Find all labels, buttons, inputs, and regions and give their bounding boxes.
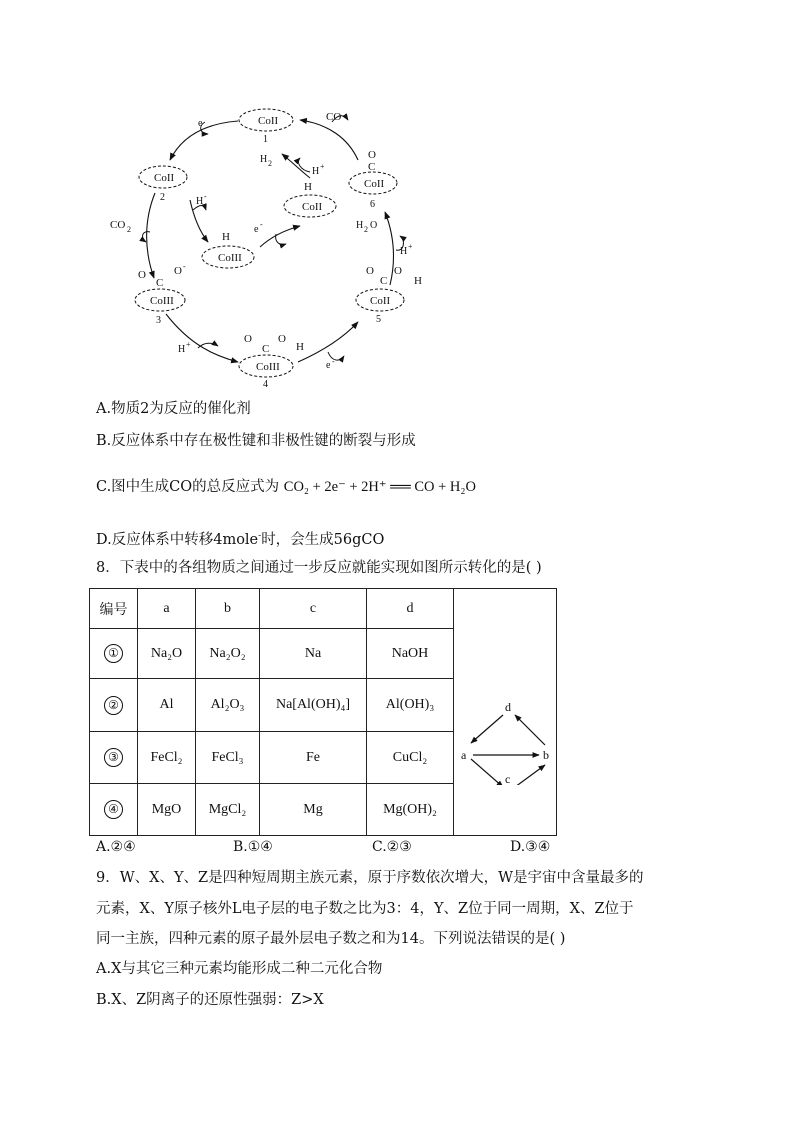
svg-text:e: e	[326, 360, 331, 371]
species-1	[239, 109, 293, 145]
row-d: CuCl₂	[367, 732, 454, 784]
svg-text:H: H	[222, 231, 230, 243]
svg-text:3: 3	[156, 315, 161, 326]
species-2	[139, 166, 187, 203]
species-3	[135, 262, 186, 326]
svg-text:+: +	[320, 162, 325, 171]
svg-text:O: O	[174, 265, 182, 277]
species-4	[239, 333, 304, 390]
svg-text:-: -	[260, 220, 263, 229]
svg-text:+: +	[408, 242, 413, 251]
species-6	[349, 149, 397, 210]
q7-option-b: B.反应体系中存在极性键和非极性键的断裂与形成	[96, 433, 416, 449]
row-id: ④	[90, 784, 138, 836]
svg-text:+: +	[186, 340, 191, 349]
row-c: Mg	[260, 784, 367, 836]
svg-text:H: H	[400, 246, 408, 257]
q7-option-d-suffix: 时，会生成56gCO	[261, 531, 385, 548]
svg-text:O: O	[368, 149, 376, 161]
q8-option-a: A.②④	[96, 839, 136, 855]
row-a: FeCl₂	[138, 732, 196, 784]
svg-text:C: C	[262, 343, 270, 355]
q7-option-a: A.物质2为反应的催化剂	[96, 401, 251, 417]
svg-text:2: 2	[160, 192, 165, 203]
arrow-2-to-3	[147, 193, 155, 278]
svg-text:O: O	[366, 265, 374, 277]
svg-text:2: 2	[127, 225, 131, 234]
svg-text:H: H	[196, 196, 204, 207]
svg-text:CoIII: CoIII	[256, 361, 280, 373]
row-b: Na₂O₂	[196, 629, 260, 679]
q8-table	[89, 588, 557, 836]
row-b: Al₂O₃	[196, 679, 260, 732]
svg-text:5: 5	[376, 314, 381, 325]
svg-text:CoII: CoII	[364, 178, 385, 190]
q9-stem-line-2: 元素，X、Y原子核外L电子层的电子数之比为3：4，Y、Z位于同一周期，X、Z位于	[96, 901, 634, 917]
svg-text:C: C	[156, 277, 164, 289]
scheme-b: b	[543, 747, 549, 762]
svg-text:O: O	[244, 333, 252, 345]
svg-text:2: 2	[268, 159, 272, 168]
arrow-6-to-1	[300, 120, 358, 160]
arrow-inner-to-1	[282, 154, 310, 178]
svg-text:H: H	[304, 181, 312, 193]
svg-text:O: O	[394, 265, 402, 277]
header-a: a	[138, 589, 196, 629]
q7-option-c-prefix: C.图中生成CO的总反应式为	[96, 479, 280, 495]
svg-text:1: 1	[263, 134, 268, 145]
header-c: c	[260, 589, 367, 629]
svg-text:CO: CO	[110, 219, 126, 231]
header-id: 编号	[90, 589, 138, 629]
transformation-scheme	[455, 635, 555, 785]
q9-stem-line-3: 同一主族，四种元素的原子最外层电子数之和为14。下列说法错误的是( )	[96, 931, 566, 947]
q7-option-d-prefix: D.反应体系中转移4mole	[96, 531, 259, 548]
svg-text:CoIII: CoIII	[150, 295, 174, 307]
svg-text:H: H	[178, 344, 186, 355]
species-5	[356, 265, 422, 325]
svg-text:CoII: CoII	[370, 295, 391, 307]
svg-text:e: e	[254, 224, 259, 235]
row-c: Na	[260, 629, 367, 679]
svg-text:6: 6	[370, 199, 375, 210]
q9-option-a: A.X与其它三种元素均能形成二种二元化合物	[96, 961, 383, 977]
svg-text:O: O	[370, 220, 378, 231]
row-d: NaOH	[367, 629, 454, 679]
row-d: Al(OH)₃	[367, 679, 454, 732]
q8-stem: 8．下表中的各组物质之间通过一步反应就能实现如图所示转化的是( )	[96, 560, 542, 576]
q8-option-d: D.③④	[510, 839, 551, 855]
svg-text:C: C	[380, 275, 388, 287]
svg-text:CoII: CoII	[258, 115, 279, 127]
q8-option-c: C.②③	[372, 839, 412, 855]
svg-text:CoII: CoII	[302, 201, 323, 213]
table-header-row	[90, 589, 557, 629]
svg-text:-: -	[183, 262, 186, 271]
scheme-d: d	[505, 699, 511, 714]
scheme-c: c	[505, 771, 511, 785]
svg-text:C: C	[368, 161, 376, 173]
transformation-scheme-cell	[454, 589, 557, 836]
row-a: Al	[138, 679, 196, 732]
row-b: FeCl₃	[196, 732, 260, 784]
row-id: ②	[90, 679, 138, 732]
q9-stem-line-1: 9．W、X、Y、Z是四种短周期主族元素，原于序数依次增大，W是宇宙中含量最多的	[96, 870, 644, 886]
q7-option-c-equation: CO₂ + 2e⁻ + 2H⁺ ══ CO + H₂O	[283, 479, 476, 495]
species-inner-coII	[284, 181, 336, 217]
catalytic-cycle-diagram	[100, 100, 440, 390]
reagent-co: CO	[326, 111, 342, 123]
row-b: MgCl₂	[196, 784, 260, 836]
svg-text:H: H	[260, 154, 268, 165]
species-inner-coIII	[202, 231, 254, 268]
svg-text:-: -	[204, 192, 207, 201]
row-id: ①	[90, 629, 138, 679]
q7-option-c	[96, 477, 476, 497]
svg-text:e: e	[198, 118, 203, 129]
svg-text:4: 4	[263, 379, 268, 390]
svg-text:H: H	[296, 341, 304, 353]
row-a: Na₂O	[138, 629, 196, 679]
row-a: MgO	[138, 784, 196, 836]
header-d: d	[367, 589, 454, 629]
arrow-3-to-4	[166, 314, 238, 362]
svg-text:H: H	[312, 166, 320, 177]
arrow-1-to-2	[170, 121, 238, 160]
row-c: Na[Al(OH)₄]	[260, 679, 367, 732]
scheme-a: a	[461, 747, 467, 762]
arrow-4-to-5	[298, 322, 358, 362]
svg-text:O: O	[138, 269, 146, 281]
row-c: Fe	[260, 732, 367, 784]
q7-option-d: D.反应体系中转移4mole-时，会生成56gCO	[96, 531, 385, 548]
svg-text:O: O	[278, 333, 286, 345]
svg-text:H: H	[414, 275, 422, 287]
row-d: Mg(OH)₂	[367, 784, 454, 836]
svg-text:CoIII: CoIII	[218, 252, 242, 264]
svg-text:CoII: CoII	[154, 172, 175, 184]
svg-text:2: 2	[364, 225, 368, 234]
svg-text:-: -	[332, 357, 335, 366]
svg-text:H: H	[356, 220, 364, 231]
q8-option-b: B.①④	[233, 839, 273, 855]
header-b: b	[196, 589, 260, 629]
row-id: ③	[90, 732, 138, 784]
q9-option-b: B.X、Z阴离子的还原性强弱：Z>X	[96, 992, 324, 1008]
